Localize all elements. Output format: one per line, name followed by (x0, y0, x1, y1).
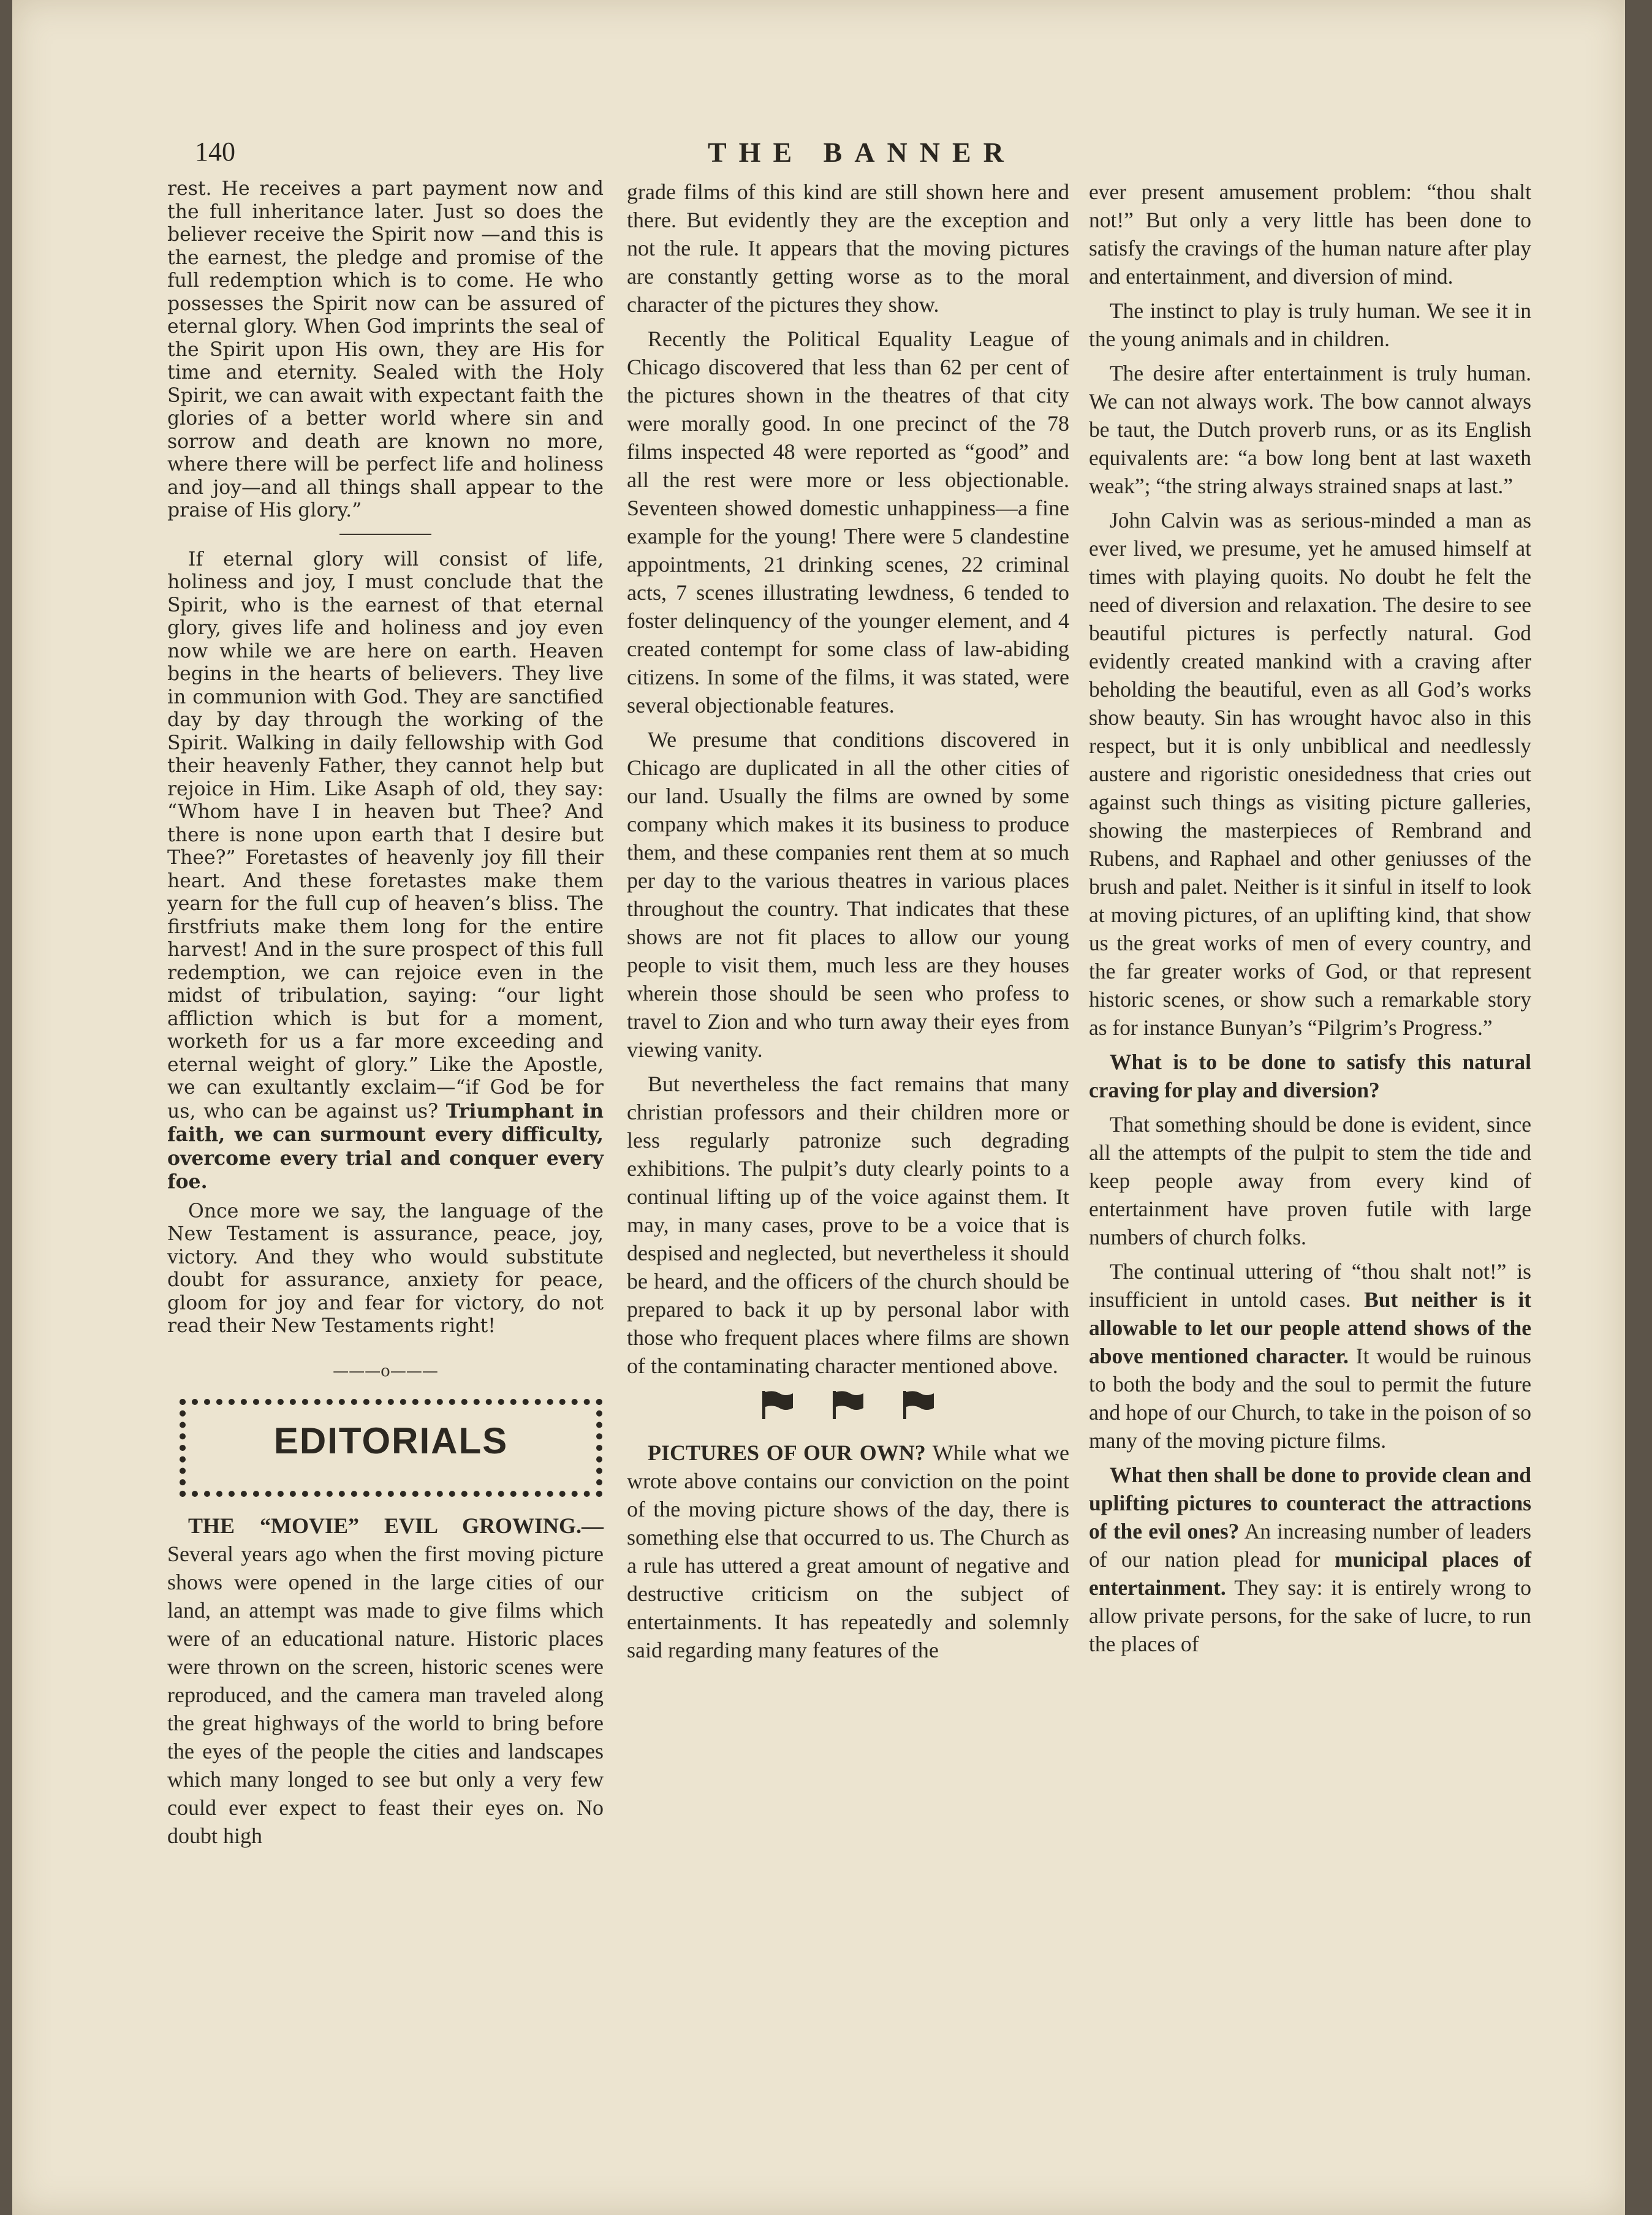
flag-ornament-icon (832, 1390, 865, 1427)
paragraph: The instinct to play is truly human. We see it in the young animals and in children. (1089, 298, 1531, 351)
paragraph: That something should be done is evident, since all the attempts of the pulpit to stem the tide and keep people away from every kind of entertainment have proven futile with large numbers of church folks. (1089, 1112, 1531, 1249)
editorial-headline: THE “MOVIE” EVIL GROWING.— (188, 1513, 604, 1538)
paragraph (167, 1512, 604, 1850)
flag-ornament-icon (761, 1390, 794, 1427)
paragraph: John Calvin was as serious-minded a man as ever lived, we presume, yet he amused himself at times with playing quoits. No doubt he felt the need of diversion and relaxation. The desire to see beautiful pictures is perfectly natural. God evidently created mankind with a craving after beholding the beautiful, even as all God’s works show beauty. Sin has wrought havoc also in this respect, but it is only unbiblical and needlessly austere and rigoristic onesidedness that cries out against such things as visiting picture galleries, showing the masterpieces of Rembrand and Rubens, and Raphael and other geniusses of the brush and palet. Neither is it sinful in itself to look at moving pictures, of an uplifting kind, that show us the great works of men of every country, and the far greater works of God, or that represent historic scenes, or show such a remarkable story as for instance Bunyan’s “Pilgrim’s Progress.” (1089, 508, 1531, 1040)
paragraph (1089, 1461, 1531, 1658)
paragraph: We presume that conditions discovered in Chicago are duplicated in all the other cities of our land. Usually the films are owned by some company which makes it its business to produce them, and these companies rent them at so much per day to the various theatres in various places throughout the country. That indicates that these shows are not fit places to allow our young people to visit them, much less are they houses wherein those should be seen who profess to travel to Zion and who turn away their eyes from viewing vanity. (627, 727, 1069, 1062)
paragraph (167, 548, 604, 1194)
paragraph: ever present amusement problem: “thou shalt not!” But only a very little has been done to satisfy the cravings of the human nature after play and entertainment, and diversion of mind. (1089, 180, 1531, 289)
paragraph-text: They say: it is entirely wrong to allow private persons, for the sake of lucre, to run the places of (1089, 1575, 1532, 1656)
page-header (12, 136, 1625, 173)
page-number: 140 (195, 137, 235, 167)
editorials-title: EDITORIALS (273, 1420, 509, 1461)
column-middle (627, 178, 1069, 1670)
column-right (1089, 178, 1531, 1664)
paragraph: grade films of this kind are still shown here and there. But evidently they are the exception and not the rule. It appears that the moving pictures are constantly getting worse as to the moral character of the pictures they show. (627, 180, 1069, 317)
running-title: THE BANNER (708, 137, 1016, 168)
paragraph-text: An increasing number of leaders of our nation plead for (1089, 1519, 1531, 1572)
flag-ornament-icon (902, 1390, 935, 1427)
paragraph-bold-text: But neither is it allowable to let our people attend shows of the above mentioned character. (1089, 1287, 1531, 1368)
divider-rule (339, 534, 431, 535)
paragraph (1089, 1257, 1531, 1455)
divider-mark: o (381, 1361, 390, 1380)
paragraph-text: While what we wrote above contains our conviction on the point of the moving picture shows of the day, there is something else that occurred to us. The Church as a rule has uttered a great amount of negative and destructive criticism on the subject of entertainments. It has repeatedly and solemnly said regarding many features of the (627, 1441, 1069, 1662)
section-divider: ———o——— (333, 1361, 438, 1380)
editorial-headline: PICTURES OF OUR OWN? (648, 1441, 926, 1465)
paragraph (627, 1439, 1069, 1664)
paragraph: The desire after entertainment is truly human. We can not always work. The bow cannot always be taut, the Dutch proverb runs, or as its English equivalents are: “a bow long bent at last waxeth weak”; “the string always strained snaps at last.” (1089, 361, 1531, 498)
paragraph-bold: What is to be done to satisfy this natural craving for play and diversion? (1089, 1050, 1531, 1102)
paragraph-text: If eternal glory will consist of life, holiness and joy, I must conclude that the Spirit, who is the earnest of that eternal glory, gives life and holiness and joy even now while we are here on earth. Heaven begins in the hearts of believers. They live in communion with God. They are sanctified day by day through the working of the Spirit. Walking in daily fellowship with God their heavenly Father, they cannot help but rejoice in Him. Like Asaph of old, they say: “Whom have I in heaven but Thee? And there is none upon earth that I desire but Thee?” Foretastes of heavenly joy fill their heart. And these foretastes make them yearn for the full cup of heaven’s bliss. The firstfriuts make them long for the entire harvest! And in the sure prospect of this full redemption, we can rejoice even in the midst of tribulation, saying: “our light affliction which is but for a moment, worketh for us a far more exceeding and eternal weight of glory.” Like the Apostle, we can exultantly exclaim—“if God be for us, who can be against us? (167, 548, 604, 1123)
paragraph: rest. He receives a part payment now and the full inheritance later. Just so does the believer receive the Spirit now —and this is the earnest, the pledge and promise of the full redemption which is to come. He who possesses the Spirit now can be assured of eternal glory. When God imprints the seal of the Spirit upon His own, they are His for time and eternity. Sealed with the Holy Spirit, we can await with expectant faith the glories of a better world where sin and sorrow and death are known no more, where there will be perfect life and holiness and joy—and all things shall appear to the praise of His glory.” (167, 178, 604, 521)
paragraph-text: It would be ruinous to both the body and the soul to permit the future and hope of our Church, to take in the poison of so many of the moving picture films. (1089, 1344, 1531, 1453)
paragraph: Once more we say, the language of the New Testament is assurance, peace, joy, victory. And they who would substitute doubt for assurance, anxiety for peace, gloom for joy and fear for victory, do not read their New Testaments right! (167, 1200, 604, 1337)
paragraph-bold-text: What then shall be done to provide clean and uplifting pictures to counteract the attractions of the evil ones? (1089, 1463, 1531, 1543)
flag-ornaments (627, 1390, 1069, 1426)
page (12, 0, 1625, 2215)
editorials-banner (180, 1399, 602, 1497)
paragraph: But nevertheless the fact remains that many christian professors and their children more or less regularly patronize such degrading exhibitions. The pulpit’s duty clearly points to a continual lifting up of the voice against them. It may, in many cases, prove to be a voice that is despised and neglected, but nevertheless it should be heard, and the officers of the church should be prepared to back it up by personal labor with those who frequent places where films are shown of the contaminating character mentioned above. (627, 1072, 1069, 1378)
paragraph-bold-text: municipal places of entertainment. (1089, 1547, 1531, 1600)
paragraph: Recently the Political Equality League of Chicago discovered that less than 62 per cent of the pictures shown in the theatres of that city were morally good. In one precinct of the 78 films inspected 48 were reported as “good” and all the rest were more or less objectionable. Seventeen showed domestic unhappiness—a fine example for the young! There were 5 clandestine appointments, 21 drinking scenes, 22 criminal acts, 7 scenes illustrating lewdness, 6 tended to foster delinquency of the younger element, and 4 created contempt for some class of law-abiding citizens. In some of the films, it was stated, were several objectionable features. (627, 327, 1069, 718)
paragraph-text: The continual uttering of “thou shalt not!” is insufficient in untold cases. (1089, 1259, 1531, 1312)
paragraph-bold-text: Triumphant in faith, we can surmount every difficulty, overcome every trial and conquer every foe. (167, 1099, 604, 1193)
paragraph-text: Several years ago when the first moving picture shows were opened in the large cities of our land, an attempt was made to give films which were of an educational nature. Historic places were thrown on the screen, historic scenes were reproduced, and the camera man traveled along the great highways of the world to bring before the eyes of the people the cities and landscapes which many longed to see but only a very few could ever expect to feast their eyes on. No doubt high (167, 1542, 604, 1848)
column-left (167, 178, 604, 1856)
